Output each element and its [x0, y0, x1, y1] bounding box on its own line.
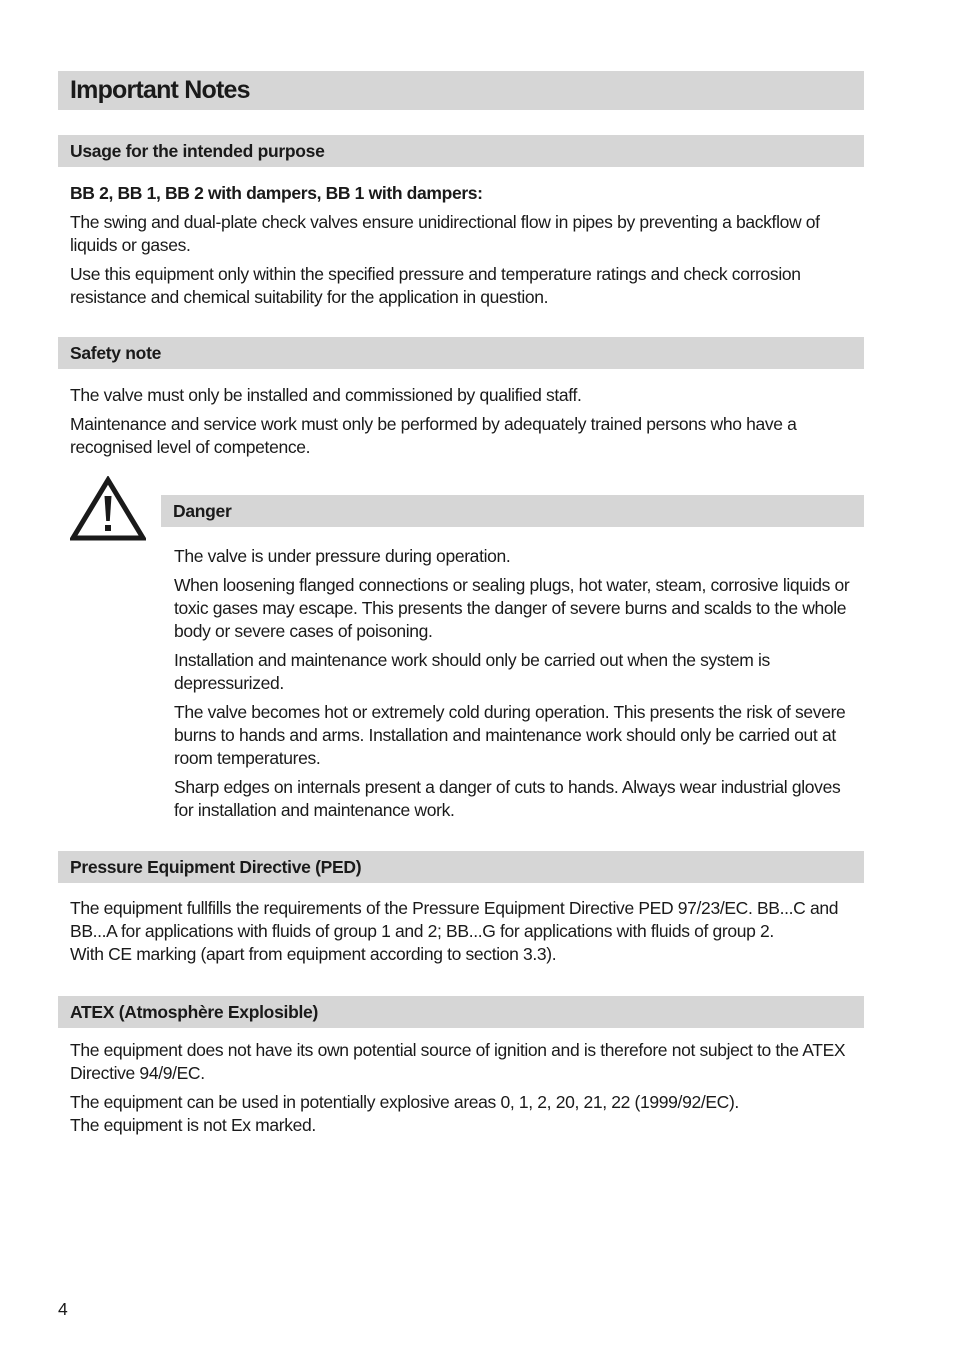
section-body-danger: [174, 545, 858, 828]
atex-paragraph: The equipment is not Ex marked.: [70, 1115, 316, 1135]
section-heading-atex: ATEX (Atmosphère Explosible): [58, 996, 864, 1028]
atex-paragraph: The equipment can be used in potentially explosive areas 0, 1, 2, 20, 21, 22 (1999/92/EC).: [70, 1092, 739, 1112]
usage-subheading: BB 2, BB 1, BB 2 with dampers, BB 1 with dampers:: [70, 183, 483, 203]
danger-paragraph: The valve is under pressure during operation.: [174, 546, 511, 566]
ped-paragraph: The equipment fullfills the requirements of the Pressure Equipment Directive PED 97/23/EC. BB...C and BB...A for applications with fluids of group 1 and 2; BB...G for applications with fluids of group 2.: [70, 898, 839, 941]
section-heading-ped: Pressure Equipment Directive (PED): [58, 851, 864, 883]
page-title: Important Notes: [58, 71, 864, 110]
safety-paragraph: The valve must only be installed and commissioned by qualified staff.: [70, 385, 582, 405]
warning-triangle-icon: [70, 476, 146, 542]
section-body-safety: [70, 384, 860, 465]
page-number: 4: [58, 1299, 68, 1319]
atex-paragraph: The equipment does not have its own potential source of ignition and is therefore not subject to the ATEX Directive 94/9/EC.: [70, 1040, 846, 1083]
danger-paragraph: Sharp edges on internals present a danger of cuts to hands. Always wear industrial gloves for installation and maintenance work.: [174, 777, 841, 820]
section-heading-danger: Danger: [161, 495, 864, 527]
section-heading-safety: Safety note: [58, 337, 864, 369]
danger-paragraph: The valve becomes hot or extremely cold during operation. This presents the risk of severe burns to hands and arms. Installation and maintenance work should only be carried out at room temperatures.: [174, 702, 846, 768]
ped-paragraph: With CE marking (apart from equipment according to section 3.3).: [70, 944, 557, 964]
safety-paragraph: Maintenance and service work must only be performed by adequately trained persons who have a recognised level of competence.: [70, 414, 797, 457]
usage-paragraph: Use this equipment only within the specified pressure and temperature ratings and check corrosion resistance and chemical suitability for the application in question.: [70, 264, 801, 307]
section-heading-usage: Usage for the intended purpose: [58, 135, 864, 167]
usage-paragraph: The swing and dual-plate check valves ensure unidirectional flow in pipes by preventing a backflow of liquids or gases.: [70, 212, 820, 255]
section-body-ped: [70, 897, 860, 972]
section-body-usage: [70, 182, 860, 315]
danger-paragraph: When loosening flanged connections or sealing plugs, hot water, steam, corrosive liquids or toxic gases may escape. This presents the danger of severe burns and scalds to the whole body or severe cases of poisoning.: [174, 575, 850, 641]
danger-paragraph: Installation and maintenance work should only be carried out when the system is depressurized.: [174, 650, 770, 693]
section-body-atex: [70, 1039, 860, 1143]
